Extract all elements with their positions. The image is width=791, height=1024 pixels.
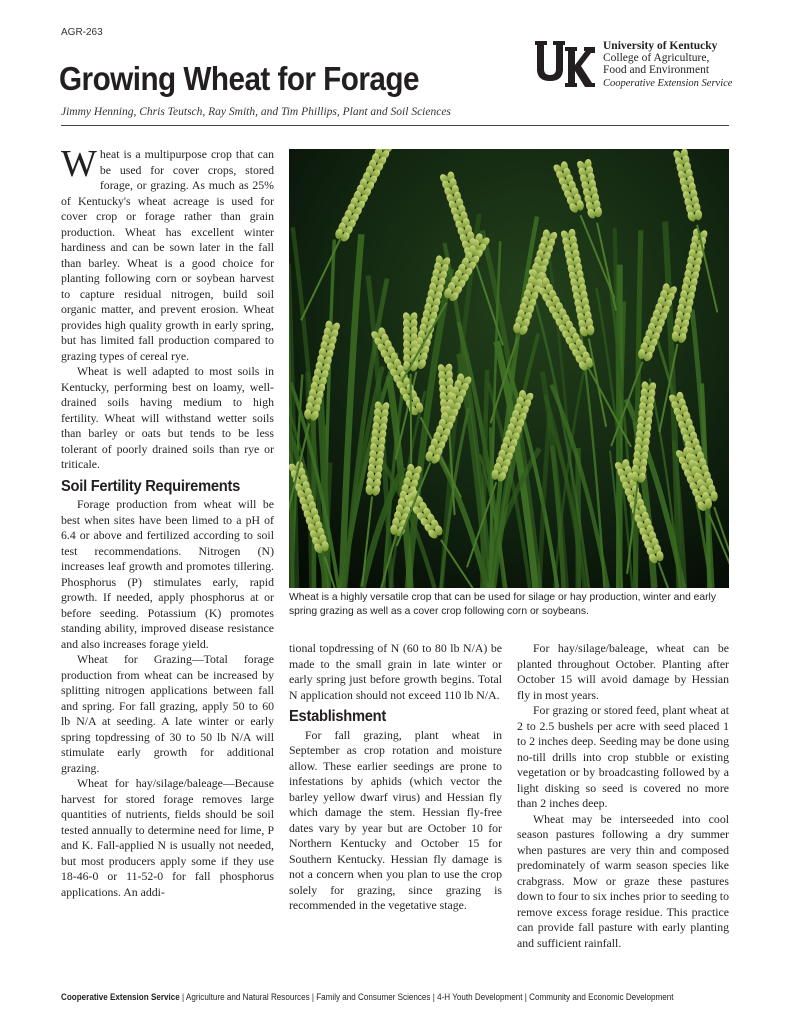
heading-soil-fertility: Soil Fertility Requirements <box>61 477 241 495</box>
soil-paragraph-3-continued: tional topdressing of N (60 to 80 lb N/A) be made to the small grain in late winter or early spring just before growth begins. Total N application should not exceed 110 lb N/A. <box>289 641 502 702</box>
footer-separator: | <box>182 992 186 1002</box>
soil-paragraph-2: Wheat for Grazing—Total forage production from wheat can be increased by splitting nitrogen applications between fall and spring. For fall grazing, apply 50 to 60 lb N/A at seeding. A late winter or early spring topdressing of 30 to 50 lb N/A will stimulate early growth for additional grazing. <box>61 652 274 775</box>
header-rule <box>61 125 729 126</box>
institution-block <box>603 40 732 90</box>
publication-number: AGR-263 <box>61 27 103 38</box>
heading-establishment: Establishment <box>289 708 387 725</box>
drop-cap: W <box>61 143 97 185</box>
establishment-paragraph-3: For grazing or stored feed, plant wheat at 2 to 2.5 bushels per acre with seed placed 1 to 2 inches deep. Seeding may be done using no-till drills into crop stubble or existing vegetation or by broadcasting followed by a light disking so seed is covered no more than 2 inches deep. <box>517 703 729 810</box>
intro-paragraph-2: Wheat is well adapted to most soils in Kentucky, performing best on loamy, well-drained soils having medium to high fertility. Wheat will withstand wetter soils than barley or oats but tends to be less tolerant of poorly drained soils than rye or triticale. <box>61 364 274 471</box>
wheat-illustration <box>289 149 729 588</box>
photo-caption: Wheat is a highly versatile crop that can be used for silage or hay production, winter and early spring grazing as well as a cover crop following corn or soybeans. <box>289 592 716 617</box>
uk-logo <box>535 41 595 87</box>
extension-service: Cooperative Extension Service <box>603 78 733 89</box>
page-title: Growing Wheat for Forage <box>59 60 419 97</box>
soil-paragraph-1: Forage production from wheat will be best when sites have been limed to a pH of 6.4 or above and fertilized according to soil test recommendations. Nitrogen (N) increases leaf growth and promotes tillering. Phosphorus (P) stimulates early, rapid growth. If needed, apply phosphorus at or before seeding. Potassium (K) promotes standing ability, improved disease resistance and also increases forage yield. <box>61 497 274 651</box>
establishment-paragraph-1: For fall grazing, plant wheat in September as crop rotation and moisture allow. These earlier seedings are prone to infestations by aphids (which vector the barley yellow dwarf virus) and Hessian fly which damage the stem. Hessian fly-free dates vary by year but are October 10 for Northern Kentucky and October 15 for Southern Kentucky. Hessian fly damage is not a concern when you plan to use the crop solely for grazing, since grazing is recommended in the vegetative stage. <box>289 727 502 912</box>
footer-org: Cooperative Extension Service <box>61 992 180 1002</box>
page-footer <box>61 992 674 1002</box>
column-2 <box>289 641 502 914</box>
college-name-line2: Food and Environment <box>603 64 710 76</box>
establishment-paragraph-2: For hay/silage/baleage, wheat can be planted throughout October. Planting after October 15 will avoid damage by Hessian fly in most years. <box>517 641 729 702</box>
wheat-photo <box>289 149 729 588</box>
establishment-paragraph-4: Wheat may be interseeded into cool season pastures following a dry summer when pastures are very thin and composed predominately of warm season species like crabgrass. Mow or graze these pastures down to four to six inches prior to seeding to remove excess forage residue. This practice can provide fall pasture with early planting and sufficient rainfall. <box>517 811 729 950</box>
intro-paragraph-1: Wheat is a multipurpose crop that can be used for cover crops, stored forage, or grazing. As much as 25% of Kentucky's wheat acreage is used for cover crop or forage rather than grain production. Wheat has excellent winter hardiness and can be sown later in the fall than barley. Wheat is a good choice for planting following corn or soybean harvest to capture residual nitrogen, build soil organic matter, and prevent erosion. Wheat provides high quality growth in early spring, but has limited fall production compared to grazing types of cereal rye. <box>61 143 274 363</box>
footer-programs: Agriculture and Natural Resources | Family and Consumer Sciences | 4-H Youth Development | Community and Economic Development <box>185 992 674 1002</box>
soil-paragraph-3: Wheat for hay/silage/baleage—Because harvest for stored forage removes large quantities of nutrients, fields should be soil tested annually to determine need for lime, P and K. Fall-applied N is usually not needed, but most producers apply some if they use 18-46-0 or 11-52-0 for fall phosphorus applications. An addi- <box>61 776 274 899</box>
column-3 <box>517 641 729 951</box>
college-name-line1: College of Agriculture, <box>603 52 710 64</box>
authors-line: Jimmy Henning, Chris Teutsch, Ray Smith, and Tim Phillips, Plant and Soil Sciences <box>61 106 451 118</box>
university-name: University of Kentucky <box>603 40 718 52</box>
column-1 <box>61 143 274 900</box>
